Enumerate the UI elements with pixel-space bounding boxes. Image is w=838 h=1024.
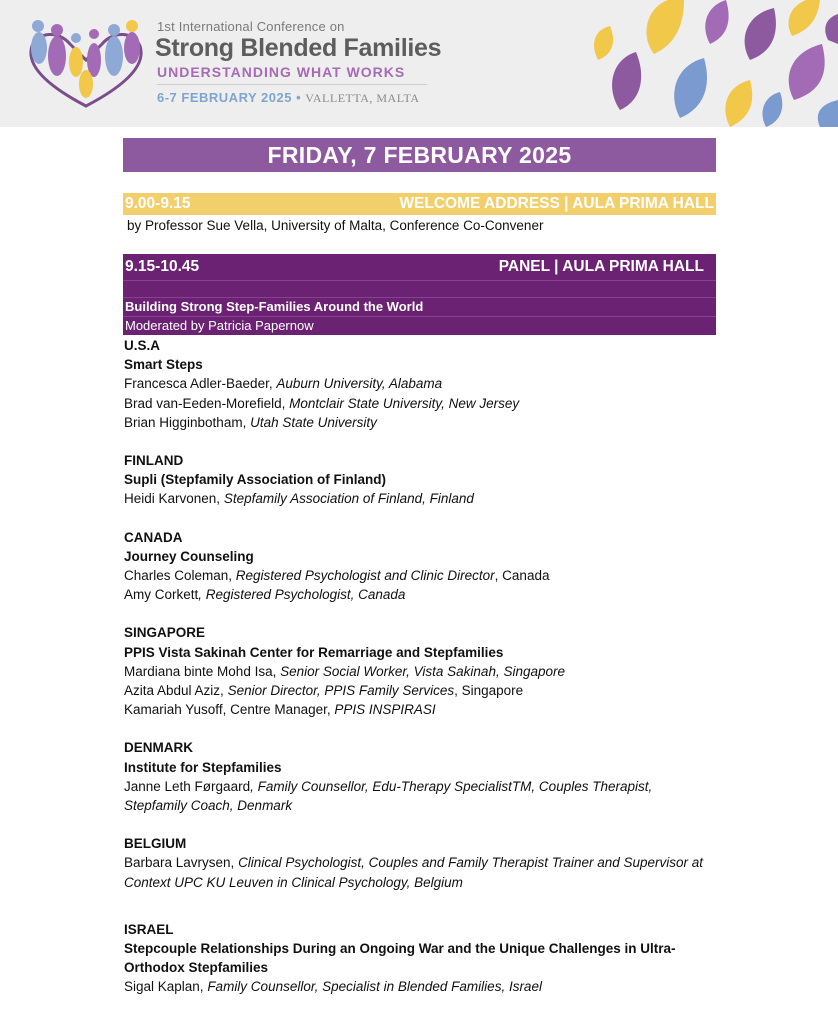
presenter — [124, 853, 714, 891]
conference-subtitle: UNDERSTANDING WHAT WORKS — [157, 64, 406, 80]
presenter-affiliation: Senior Director, PPIS Family Services — [227, 683, 455, 699]
session-time: 9.15-10.45 — [125, 258, 200, 275]
presenter-affiliation: Stepfamily Association of Finland, Finland — [223, 491, 474, 507]
conference-dates: 6-7 FEBRUARY 2025 — [157, 90, 292, 105]
country-section-finland — [124, 451, 724, 509]
presenter-name: Sigal Kaplan, — [124, 979, 208, 995]
presenter-affiliation: Family Counsellor, Specialist in Blended Families, Israel — [207, 979, 542, 995]
presenter — [124, 585, 724, 604]
session-time: 9.00-9.15 — [125, 195, 191, 212]
presenter-name: Heidi Karvonen, — [124, 491, 224, 507]
presenter-name: Charles Coleman, — [124, 568, 236, 584]
presenter — [124, 566, 724, 585]
presenter-name: Amy Corkett — [124, 587, 199, 603]
organization-name: Smart Steps — [124, 357, 203, 373]
presenter — [124, 681, 724, 700]
bullet-separator: • — [296, 90, 306, 105]
panel-divider — [123, 297, 716, 298]
conference-title: Strong Blended Families — [155, 34, 442, 62]
welcome-speaker: by Professor Sue Vella, University of Malta, Conference Co-Convener — [127, 218, 544, 233]
presenter-name: Mardiana binte Mohd Isa, — [124, 663, 281, 679]
country-section-canada — [124, 528, 724, 605]
presenter-affiliation: Senior Social Worker, Vista Sakinah, Singapore — [280, 663, 565, 679]
decorative-drops-icon — [580, 0, 838, 127]
conference-header — [0, 0, 838, 127]
presenter-name: Francesca Adler-Baeder, — [124, 376, 277, 392]
country-section-denmark — [124, 738, 724, 815]
presenter-name: Azita Abdul Aziz, — [124, 683, 228, 699]
organization-name: Stepcouple Relationships During an Ongoing War and the Unique Challenges in Ultra-Orthodox Stepfamilies — [124, 941, 676, 976]
country-name: CANADA — [124, 529, 183, 545]
session-label: WELCOME ADDRESS | AULA PRIMA HALL — [399, 195, 714, 212]
presenter-name: Brad van-Eeden-Morefield, — [124, 395, 290, 411]
panel-title: Building Strong Step-Families Around the World — [125, 299, 424, 314]
country-section-singapore — [124, 623, 724, 719]
presenter — [124, 413, 724, 432]
panel-moderator: Moderated by Patricia Papernow — [125, 318, 314, 333]
panel-divider — [123, 280, 716, 281]
country-section-usa — [124, 336, 724, 432]
country-name: ISRAEL — [124, 921, 174, 937]
panel-divider — [123, 316, 716, 317]
conference-location: VALLETTA, MALTA — [305, 91, 420, 105]
day-title: FRIDAY, 7 FEBRUARY 2025 — [123, 138, 716, 172]
organization-name: Journey Counseling — [124, 548, 254, 564]
presenter — [124, 662, 724, 681]
country-name: BELGIUM — [124, 836, 187, 852]
presenter — [124, 777, 684, 815]
country-list — [124, 336, 724, 997]
presenter — [124, 700, 724, 719]
organization-name: PPIS Vista Sakinah Center for Remarriage and Stepfamilies — [124, 644, 504, 660]
country-name: FINLAND — [124, 453, 184, 469]
header-divider — [157, 84, 427, 85]
presenter — [124, 977, 724, 996]
presenter — [124, 374, 724, 393]
presenter-affiliation: PPIS INSPIRASI — [334, 702, 436, 718]
presenter-affiliation: Montclair State University, New Jersey — [289, 395, 520, 411]
conference-edition: 1st International Conference on — [157, 19, 345, 34]
presenter-affiliation: Clinical Psychologist, Couples and Family Therapist Trainer and Supervisor at Context UPC KU Leuven in Clinical Psychology, Belgium — [124, 855, 704, 890]
presenter-location: , Canada — [494, 568, 550, 584]
country-name: DENMARK — [124, 740, 193, 756]
presenter-affiliation: , Registered Psychologist, Canada — [198, 587, 406, 603]
session-label: PANEL | AULA PRIMA HALL — [498, 258, 704, 275]
panel-session-header — [123, 254, 716, 280]
family-logo-icon — [24, 14, 148, 110]
presenter-location: , Singapore — [454, 683, 524, 699]
presenter-name: Brian Higginbotham, — [124, 414, 251, 430]
presenter-affiliation: Utah State University — [250, 414, 377, 430]
country-section-belgium — [124, 834, 724, 892]
presenter-affiliation: , Family Counsellor, Edu-Therapy SpecialistTM, Couples Therapist, Stepfamily Coach, Denmark — [124, 778, 653, 814]
presenter-affiliation: Registered Psychologist and Clinic Director — [235, 568, 495, 584]
welcome-session-bar — [123, 193, 716, 215]
country-section-israel — [124, 920, 724, 997]
panel-session-block — [123, 254, 716, 335]
presenter — [124, 394, 724, 413]
conference-dates-line — [157, 90, 420, 106]
organization-name: Supli (Stepfamily Association of Finland) — [124, 472, 387, 488]
organization-name: Institute for Stepfamilies — [124, 759, 282, 775]
presenter — [124, 489, 724, 508]
country-name: U.S.A — [124, 338, 161, 353]
presenter-name: Janne Leth Førgaard — [124, 778, 251, 794]
presenter-affiliation: Auburn University, Alabama — [276, 376, 443, 392]
presenter-name: Barbara Lavrysen, — [124, 855, 239, 871]
country-name: SINGAPORE — [124, 625, 206, 641]
presenter-name: Kamariah Yusoff, Centre Manager, — [124, 702, 335, 718]
